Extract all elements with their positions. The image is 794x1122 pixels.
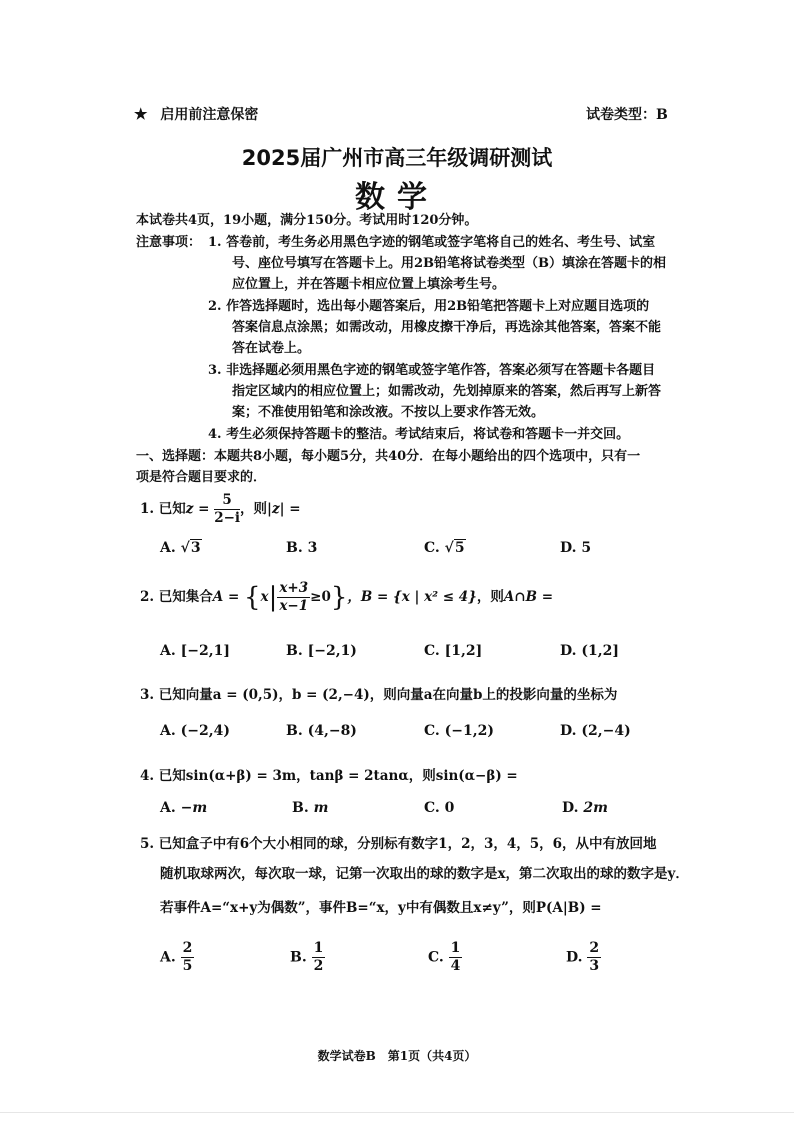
section1-heading-line-1: 一、选择题：本题共8小题，每小题5分，共40分．在每小题给出的四个选项中，只有一 xyxy=(136,449,641,464)
q1-option-b: B. 3 xyxy=(286,540,318,556)
note-1-line-3: 应位置上，并在答题卡相应位置上填涂考生号。 xyxy=(232,277,506,292)
section1-heading-line-2: 项是符合题目要求的． xyxy=(136,470,267,485)
q5-option-d: D. $\frac{2}{3}$ xyxy=(566,940,600,974)
q2-option-a: A. [−2,1] xyxy=(160,643,230,659)
note-3-line-3: 案；不准使用铅笔和涂改液。不按以上要求作答无效。 xyxy=(232,405,545,420)
q3-option-c: C. (−1,2) xyxy=(424,723,494,739)
q5-option-b: B. $\frac{1}{2}$ xyxy=(290,940,324,974)
question-1: 1. 已知z = $\frac{5}{2-i}$ ，则|z| = xyxy=(140,492,301,526)
star-icon: ★ xyxy=(134,105,148,123)
confidential-notice xyxy=(134,104,258,124)
question-4: 4. 已知sin(α+β) = 3m，tanβ = 2tanα，则sin(α−β) = xyxy=(140,768,518,784)
exam-title: 2025届广州市高三年级调研测试 xyxy=(241,146,553,170)
question-5-line-3: 若事件A=“x+y为偶数”，事件B=“x，y中有偶数且x≠y”，则P(A|B) = xyxy=(160,900,602,916)
q2-fraction: $\frac{x+3}{x-1}$ xyxy=(279,580,309,614)
paper-type: 试卷类型：B xyxy=(586,107,668,123)
q1-option-a: A. √3 xyxy=(160,540,201,556)
q2-option-d: D. (1,2] xyxy=(560,643,619,659)
confidential-text: 启用前注意保密 xyxy=(160,107,259,123)
note-3-line-2: 指定区域内的相应位置上；如需改动，先划掉原来的答案，然后再写上新答 xyxy=(232,384,662,399)
q4-option-c: C. 0 xyxy=(424,800,455,816)
notes-label: 注意事项： xyxy=(136,235,202,250)
question-5-line-1: 5. 已知盒子中有6个大小相同的球，分别标有数字1，2，3，4，5，6，从中有放回地 xyxy=(140,836,657,852)
q1-fraction: $\frac{5}{2-i}$ xyxy=(214,492,241,526)
q5-option-a: A. $\frac{2}{5}$ xyxy=(160,940,193,974)
note-2-line-2: 答案信息点涂黑；如需改动，用橡皮擦干净后，再选涂其他答案，答案不能 xyxy=(232,320,662,335)
q4-option-d: D. 2m xyxy=(562,800,608,816)
note-2-line-1: 2. 作答选择题时，选出每小题答案后，用2B铅笔把答题卡上对应题目选项的 xyxy=(208,299,650,314)
q3-option-b: B. (4,−8) xyxy=(286,723,357,739)
note-3-line-1: 3. 非选择题必须用黑色字迹的钢笔或签字笔作答，答案必须写在答题卡各题目 xyxy=(208,363,656,378)
page-footer: 数学试卷B 第1页（共4页） xyxy=(317,1049,477,1063)
note-1-line-2: 号、座位号填写在答题卡上。用2B铅笔将试卷类型（B）填涂在答题卡的相 xyxy=(232,256,667,271)
q5-option-c: C. $\frac{1}{4}$ xyxy=(428,940,461,974)
q2-option-b: B. [−2,1) xyxy=(286,643,357,659)
q3-option-d: D. (2,−4) xyxy=(560,723,631,739)
subject-title: 数学 xyxy=(355,180,439,215)
q4-option-b: B. m xyxy=(292,800,329,816)
q4-option-a: A. −m xyxy=(160,800,208,816)
note-2-line-3: 答在试卷上。 xyxy=(232,341,311,356)
exam-intro: 本试卷共4页，19小题，满分150分。考试用时120分钟。 xyxy=(136,213,478,228)
note-4-line-1: 4. 考生必须保持答题卡的整洁。考试结束后，将试卷和答题卡一并交回。 xyxy=(208,427,630,442)
question-3: 3. 已知向量a = (0,5)，b = (2,−4)，则向量a在向量b上的投影向量的坐标为 xyxy=(140,687,618,703)
question-5-line-2: 随机取球两次，每次取一球，记第一次取出的球的数字是x，第二次取出的球的数字是y． xyxy=(160,866,689,882)
q2-option-c: C. [1,2] xyxy=(424,643,483,659)
q1-option-c: C. √5 xyxy=(424,540,465,556)
q3-option-a: A. (−2,4) xyxy=(160,723,230,739)
q1-option-d: D. 5 xyxy=(560,540,592,556)
note-1-line-1: 1. 答卷前，考生务必用黑色字迹的钢笔或签字笔将自己的姓名、考生号、试室 xyxy=(208,235,656,250)
question-2: 2. 已知集合A = {x| $\frac{x+3}{x-1}$ ≥0}，B = {x | x² ≤ 4}，则A∩B = xyxy=(140,580,554,614)
bottom-divider xyxy=(0,1112,794,1113)
